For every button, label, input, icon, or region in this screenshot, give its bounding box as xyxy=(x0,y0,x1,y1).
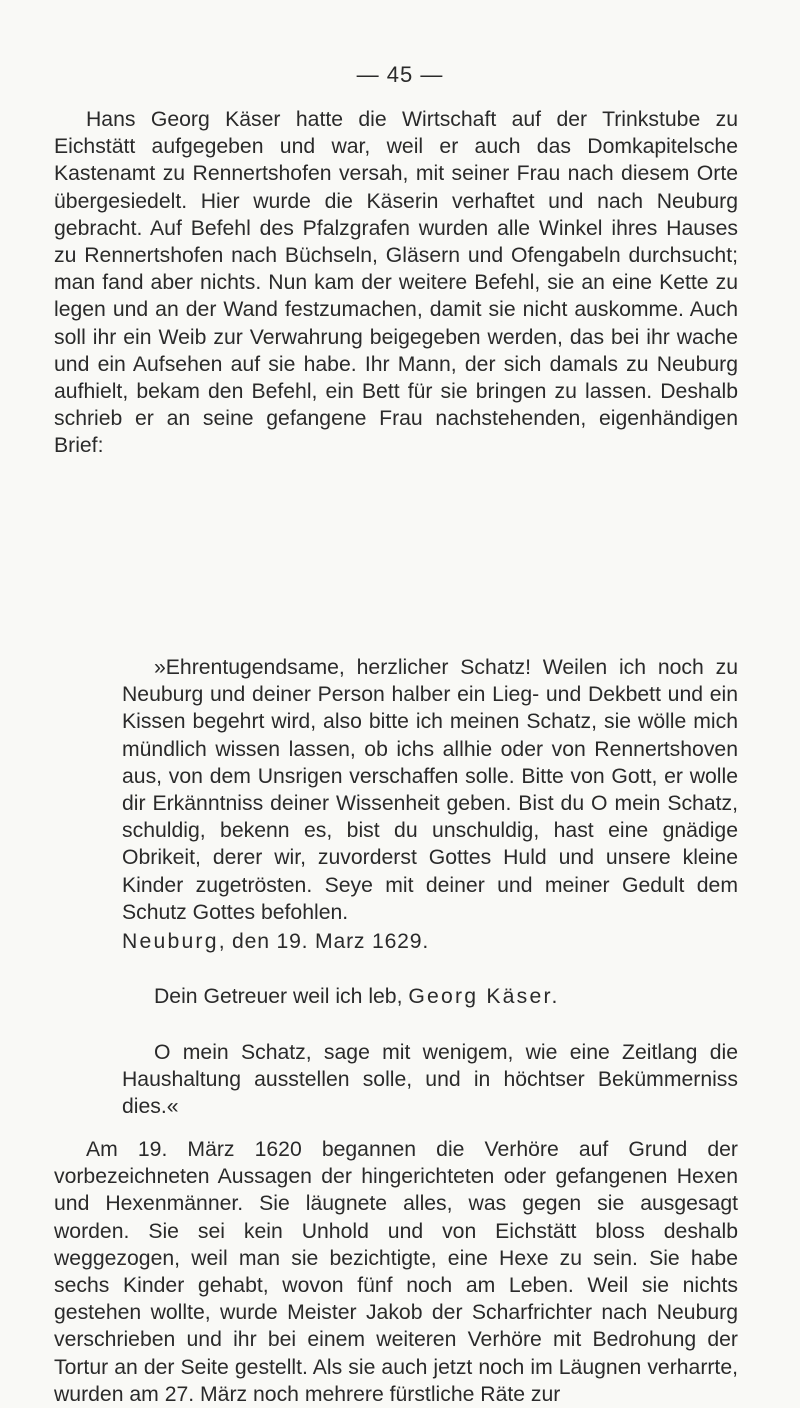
letter-postscript-text: O mein Schatz, sage mit wenigem, wie eine Zeitlang die Haushaltung ausstellen solle, und in höchtser Bekümmerniss dies.« xyxy=(122,1041,738,1119)
signature-prefix: Dein Getreuer weil ich leb, xyxy=(154,985,403,1008)
page-number: — 45 — xyxy=(356,62,444,87)
paragraph-1-text: Hans Georg Käser hatte die Wirtschaft auf der Trinkstube zu Eichstätt aufgegeben und war, weil er auch das Domkapitelsche Kastenamt zu Rennertshofen versah, mit seiner Frau nach diesem Orte übergesiedelt. Hier wurde die Käserin verhaftet und nach Neuburg gebracht. Auf Befehl des Pfalzgrafen wurden alle Winkel ihres Hauses zu Rennertshofen nach Büchseln, Gläsern und Ofengabeln durchsucht; man fand aber nichts. Nun kam der weitere Befehl, sie an eine Kette zu legen und an der Wand festzumachen, damit sie nicht auskomme. Auch soll ihr ein Weib zur Verwahrung beigegeben werden, das bei ihr wache und ein Aufsehen auf sie habe. Ihr Mann, der sich damals zu Neuburg aufhielt, bekam den Befehl, ein Bett für sie bringen zu lassen. Deshalb schrieb er an seine gefangene Frau nachstehenden, eigenhändigen Brief: xyxy=(54,108,738,458)
letter-body-text: »Ehrentugendsame, herzlicher Schatz! Weilen ich noch zu Neuburg und deiner Person halber ein Lieg- und Dekbett und ein Kissen begehrt wird, also bitte ich meinen Schatz, sie wölle mich mündlich wissen lassen, ob ichs allhie oder von Rennertshoven aus, von dem Unsrigen verschaffen solle. Bitte von Gott, er wolle dir Erkänntniss deiner Wissenheit geben. Bist du O mein Schatz, schuldig, bekenn es, bist du unschuldig, hast eine gnädige Obrikeit, derer wir, zuvorderst Gottes Huld und unsere kleine Kinder zugetrösten. Seye mit deiner und meiner Gedult dem Schutz Gottes befohlen. xyxy=(122,656,738,924)
signature-name: Georg Käser. xyxy=(408,985,560,1008)
paragraph-3-text: Am 19. März 1620 begannen die Verhöre auf Grund der vorbezeichneten Aussagen der hingerichteten oder gefangenen Hexen und Hexenmänner. Sie läugnete alles, was gegen sie ausgesagt worden. Sie sei kein Unhold und von Eichstätt bloss deshalb weggezogen, weil man sie bezichtigte, eine Hexe zu sein. Sie habe sechs Kinder gehabt, wovon fünf noch am Leben. Weil sie nichts gestehen wollte, wurde Meister Jakob der Scharfrichter nach Neuburg verschrieben und ihr bei einem weiteren Verhöre mit Bedrohung der Tortur an der Seite gestellt. Als sie auch jetzt noch im Läugnen verharrte, wurden am 27. März noch mehrere fürstliche Räte zur xyxy=(54,1138,738,1406)
paragraph-1 xyxy=(54,106,738,460)
letter-date-line xyxy=(122,930,429,954)
letter-body xyxy=(122,654,738,926)
letter-signature xyxy=(154,985,560,1009)
letter-postscript xyxy=(122,1039,738,1121)
paragraph-3 xyxy=(54,1136,738,1408)
letter-place: Neuburg xyxy=(122,930,219,953)
letter-date: , den 19. Marz 1629. xyxy=(218,930,430,953)
